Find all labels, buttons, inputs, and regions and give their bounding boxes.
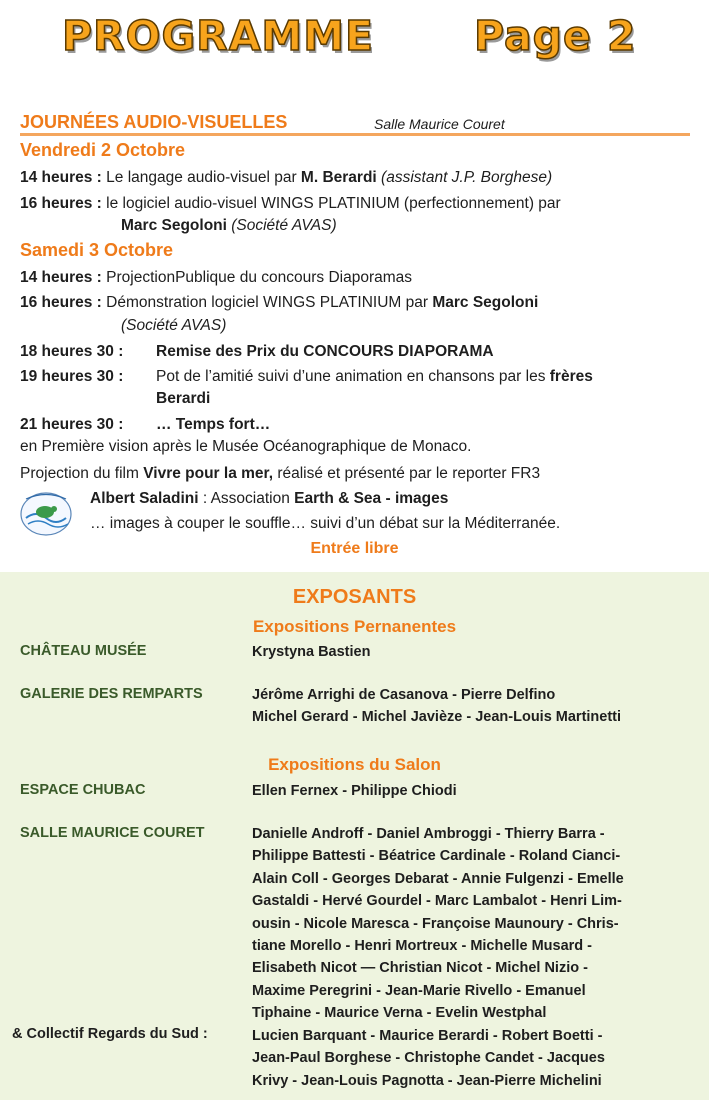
event-time: 19 heures 30 :	[20, 368, 124, 385]
event-text: Démonstration logiciel WINGS PLATINIUM par	[101, 294, 433, 311]
saturday-event-1	[20, 268, 412, 288]
closing-text: Projection du film	[20, 465, 144, 482]
exhibitor-names	[252, 780, 692, 802]
event-text: … Temps fort…	[156, 416, 271, 433]
section-divider	[20, 133, 690, 136]
exhibitor-venue-label: SALLE MAURICE COURET	[20, 825, 205, 841]
event-note: (assistant J.P. Borghese)	[376, 169, 553, 186]
event-time: 16 heures :	[20, 195, 102, 212]
exhibitor-venue-label: GALERIE DES REMPARTS	[20, 686, 203, 702]
event-text: Pot de l’amitié suivi d’une animation en chansons par les	[156, 368, 550, 385]
exhibitor-venue-label: ESPACE CHUBAC	[20, 782, 146, 798]
exhibitor-line: Jean-Paul Borghese - Christophe Candet - Jacques	[252, 1050, 605, 1067]
closing-text: réalisé et présenté par le reporter FR3	[273, 465, 541, 482]
event-time: 18 heures 30 :	[20, 343, 124, 360]
permanent-exhibitions-title: Expositions Pernanentes	[252, 617, 457, 636]
event-speaker: frères	[549, 368, 593, 385]
event-note: (Société AVAS)	[226, 217, 337, 234]
free-entry-label: Entrée libre	[310, 540, 399, 557]
salon-exhibitions-title: Expositions du Salon	[268, 755, 441, 774]
exhibitor-line: Jérôme Arrighi de Casanova - Pierre Delfino	[252, 687, 556, 703]
saturday-event-4-cont: Berardi	[156, 390, 211, 407]
page-header	[0, 0, 709, 80]
exhibitor-names	[252, 684, 692, 729]
event-speaker: Marc Segoloni	[432, 294, 539, 311]
event-time: 21 heures 30 :	[20, 416, 124, 433]
section-venue: Salle Maurice Couret	[374, 116, 505, 132]
collective-label: & Collectif Regards du Sud :	[12, 1026, 208, 1042]
friday-event-2-cont	[121, 216, 337, 236]
reporter-name: Albert Saladini	[90, 490, 199, 507]
exposants-panel	[0, 572, 709, 1100]
day-saturday-label: Samedi 3 Octobre	[20, 240, 174, 260]
section-title: JOURNÉES AUDIO-VISUELLES	[20, 112, 288, 132]
exhibitor-line: Krystyna Bastien	[252, 644, 371, 660]
event-text: Le langage audio-visuel par	[101, 169, 301, 186]
association-name: Earth & Sea - images	[294, 490, 449, 507]
exhibitor-names	[252, 823, 692, 1025]
exhibitor-line: Gastaldi - Hervé Gourdel - Marc Lambalot - Henri Lim-	[252, 893, 622, 910]
saturday-event-2-note: (Société AVAS)	[121, 317, 227, 334]
exhibitor-line: Michel Gerard - Michel Javièze - Jean-Louis Martinetti	[252, 709, 622, 726]
programme-title: PROGRAMME	[62, 12, 375, 60]
film-title: Vivre pour la mer,	[143, 465, 274, 482]
event-speaker: Marc Segoloni	[121, 217, 227, 234]
event-time: 16 heures :	[20, 294, 102, 311]
exhibitor-line: Elisabeth Nicot — Christian Nicot - Michel Nizio -	[252, 960, 588, 977]
saturday-event-3	[20, 342, 494, 362]
exhibitor-line: Tiphaine - Maurice Verna - Evelin Westphal	[252, 1005, 547, 1022]
event-text: Remise des Prix du CONCOURS DIAPORAMA	[156, 343, 494, 360]
event-text: ProjectionPublique du concours Diaporamas	[101, 269, 413, 286]
exhibitor-names	[252, 1025, 692, 1092]
exhibitor-venue-label: CHÂTEAU MUSÉE	[20, 643, 147, 659]
exhibitor-line: ousin - Nicole Maresca - Françoise Maunoury - Chris-	[252, 915, 619, 932]
exhibitor-line: tiane Morello - Henri Mortreux - Michelle Musard -	[252, 938, 592, 955]
exposants-title: EXPOSANTS	[292, 586, 417, 608]
exhibitor-line: Danielle Androff - Daniel Ambroggi - Thierry Barra -	[252, 826, 605, 842]
saturday-event-5	[20, 415, 271, 435]
program-section	[0, 112, 709, 572]
page-number-title: Page 2	[474, 12, 637, 60]
event-text: le logiciel audio-visuel WINGS PLATINIUM (perfectionnement) par	[101, 195, 561, 212]
day-friday-label: Vendredi 2 Octobre	[20, 140, 186, 160]
friday-event-1	[20, 168, 552, 188]
event-time: 14 heures :	[20, 269, 102, 286]
saturday-event-2	[20, 293, 538, 313]
closing-line-4: … images à couper le souffle… suivi d’un débat sur la Méditerranée.	[90, 515, 561, 532]
closing-line-1: en Première vision après le Musée Océanographique de Monaco.	[20, 438, 472, 455]
earth-sea-logo-icon	[18, 488, 74, 538]
friday-event-2	[20, 194, 561, 214]
exhibitor-names	[252, 641, 692, 663]
closing-line-3	[90, 489, 448, 509]
event-speaker: M. Berardi	[300, 169, 377, 186]
exhibitor-line: Alain Coll - Georges Debarat - Annie Fulgenzi - Emelle	[252, 870, 624, 887]
event-time: 14 heures :	[20, 169, 102, 186]
exhibitor-line: Maxime Peregrini - Jean-Marie Rivello - Emanuel	[252, 982, 586, 999]
saturday-event-4	[20, 367, 690, 387]
exhibitor-line: Krivy - Jean-Louis Pagnotta - Jean-Pierre Michelini	[252, 1072, 602, 1089]
exhibitor-line: Philippe Battesti - Béatrice Cardinale - Roland Cianci-	[252, 848, 621, 865]
exhibitor-line: Ellen Fernex - Philippe Chiodi	[252, 783, 457, 799]
closing-text: : Association	[198, 490, 295, 507]
exhibitor-line: Lucien Barquant - Maurice Berardi - Robert Boetti -	[252, 1028, 603, 1044]
closing-line-2	[20, 464, 540, 484]
